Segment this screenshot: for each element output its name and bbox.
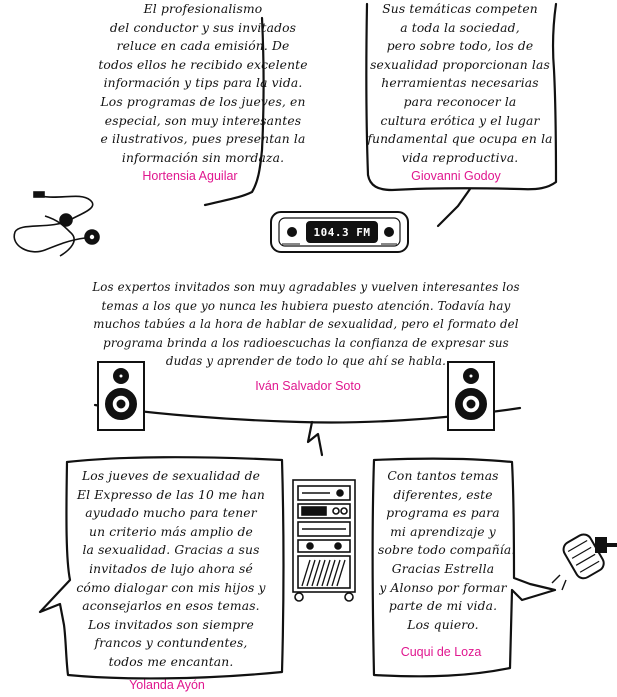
testimonial-author-ivan: Iván Salvador Soto (255, 379, 361, 393)
testimonial-author-hortensia: Hortensia Aguilar (142, 169, 238, 183)
quote-line: todos ellos he recibido excelente (98, 57, 308, 72)
quote-line: un criterio más amplio de (89, 524, 253, 539)
quote-line: del conductor y sus invitados (109, 20, 297, 35)
quote-line: aconsejarlos en esos temas. (82, 599, 260, 614)
testimonial-quote-hortensia (72, 0, 334, 167)
testimonial-quote-yolanda (68, 467, 274, 672)
quote-line: todos me encantan. (108, 654, 234, 669)
quote-line: diferentes, este (393, 487, 493, 502)
quote-line: programa brinda a los radioescuchas la confianza de expresar sus (103, 335, 509, 350)
quote-line: especial, son muy interesantes (104, 113, 302, 128)
quote-line: reluce en cada emisión. De (116, 39, 290, 54)
quote-line: ayudado mucho para tener (85, 506, 257, 521)
speech-bubble-tail-ivan (308, 422, 322, 455)
quote-line: e ilustrativos, pues presentan la (100, 132, 306, 147)
quote-line: parte de mi vida. (388, 599, 498, 614)
speaker-icon (98, 362, 144, 430)
quote-line: Los expertos invitados son muy agradables y vuelven interesantes los (92, 280, 520, 294)
quote-line: programa es para (386, 506, 500, 521)
quote-line: El profesionalismo (143, 2, 263, 16)
quote-line: cultura erótica y el lugar (380, 113, 540, 128)
quote-line: pero sobre todo, los de (386, 39, 534, 54)
testimonial-quote-ivan (88, 278, 524, 371)
quote-line: Con tantos temas (387, 469, 499, 483)
quote-line: francos y contundentes, (94, 636, 248, 651)
quote-line: sexualidad proporcionan las (370, 57, 550, 72)
quote-line: vida reproductiva. (401, 150, 519, 165)
quote-line: mi aprendizaje y (390, 524, 496, 539)
quote-line: Sus temáticas competen (382, 2, 538, 16)
quote-line: y Alonso por formar (379, 580, 507, 595)
quote-line: a toda la sociedad, (400, 20, 520, 35)
testimonial-author-giovanni: Giovanni Godoy (411, 169, 501, 183)
earphones-icon (14, 192, 99, 256)
microphone-icon (552, 532, 617, 590)
quote-line: sobre todo compañía. (378, 543, 516, 558)
quote-line: Los quiero. (407, 617, 479, 632)
stereo-tower-icon (293, 480, 355, 601)
testimonial-author-cuqui: Cuqui de Loza (400, 645, 482, 659)
quote-line: Los programas de los jueves, en (100, 94, 306, 109)
quote-line: Los invitados son siempre (88, 617, 254, 632)
quote-line: invitados de lujo ahora sé (89, 561, 253, 576)
quote-line: herramientas necesarias (381, 76, 539, 91)
quote-line: para reconocer la (403, 94, 517, 109)
quote-line: cómo dialogar con mis hijos y (76, 580, 266, 595)
speaker-icon (448, 362, 494, 430)
testimonial-author-yolanda: Yolanda Ayón (129, 678, 205, 692)
quote-line: El Expresso de las 10 me han (76, 487, 265, 502)
testimonial-quote-cuqui (378, 467, 516, 634)
quote-line: información y tips para la vida. (103, 76, 303, 91)
quote-line: información sin mordaza. (121, 150, 285, 165)
radio-frequency-display: 104.3 FM (313, 226, 371, 239)
speech-bubble-tail-giovanni (438, 189, 470, 226)
quote-line: la sexualidad. Gracias a sus (82, 543, 260, 558)
quote-line: Gracias Estrella (391, 561, 495, 576)
quote-line: dudas y aprender de todo lo que ahí se habla. (165, 354, 447, 369)
quote-line: fundamental que ocupa en la (367, 132, 553, 147)
quote-line: Los jueves de sexualidad de (81, 469, 261, 483)
testimonial-quote-giovanni (358, 0, 562, 167)
quote-line: muchos tabúes a la hora de hablar de sexualidad, pero el formato del (93, 317, 519, 332)
quote-line: temas a los que yo nunca les hubiera puesto atención. Todavía hay (101, 298, 511, 313)
